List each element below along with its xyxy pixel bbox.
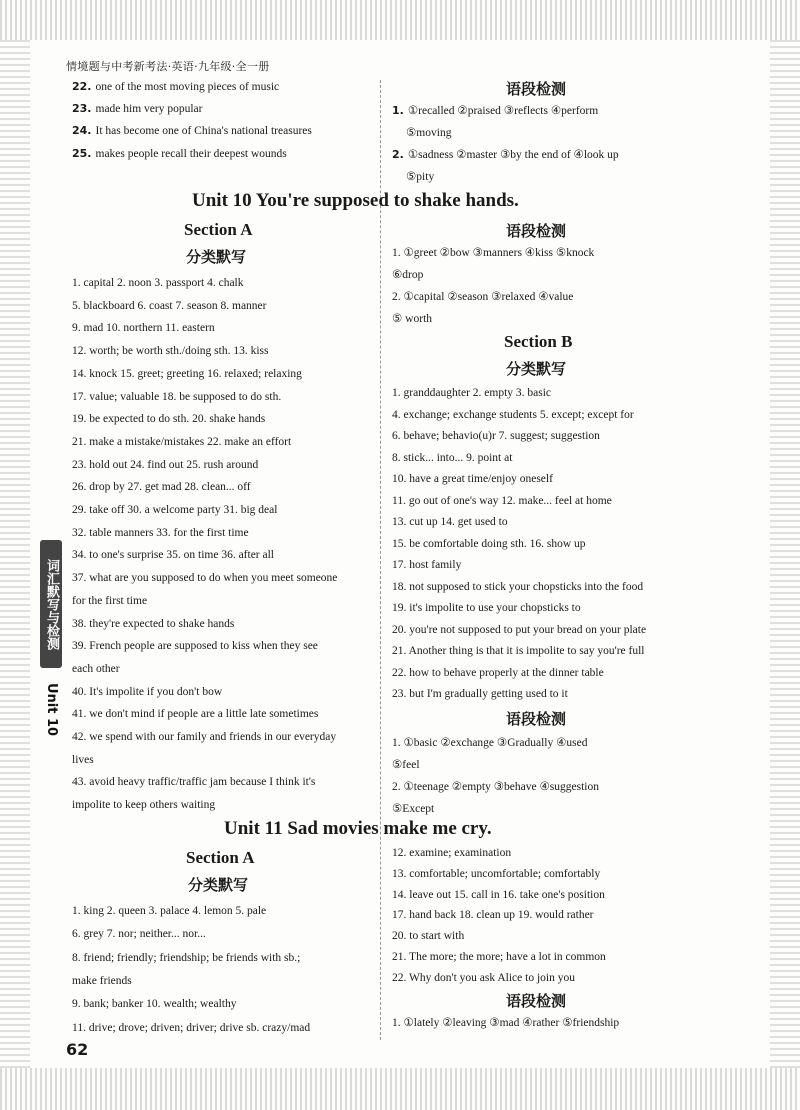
answer-line: 21. The more; the more; have a lot in common [392, 951, 606, 963]
answer-line: 43. avoid heavy traffic/traffic jam because I think it's [72, 776, 316, 789]
answer-line: ⑤feel [392, 759, 420, 771]
answer-line: 13. comfortable; uncomfortable; comfortably [392, 867, 601, 880]
answer-line: 14. leave out 15. call in 16. take one's position [392, 888, 605, 901]
page-header: 情境题与中考新考法·英语·九年级·全一册 [66, 60, 270, 73]
side-tab-unit: Unit 10 [44, 683, 59, 737]
side-tab-label: 词汇默写与检测 [40, 540, 62, 668]
answer-line: 23. but I'm gradually getting used to it [392, 688, 568, 700]
answer-line: 1. ①recalled ②praised ③reflects ④perform [392, 104, 599, 117]
answer-line: 20. to start with [392, 930, 465, 943]
answer-line: 40. It's impolite if you don't bow [72, 685, 223, 698]
answer-line: 17. value; valuable 18. be supposed to do sth. [72, 390, 282, 403]
section-heading: 语段检测 [506, 80, 567, 98]
answer-line: ⑥drop [392, 269, 424, 281]
answer-line: 12. examine; examination [392, 847, 512, 859]
answer-line: 29. take off 30. a welcome party 31. big deal [72, 504, 278, 516]
answer-line: 1. ①lately ②leaving ③mad ④rather ⑤friendship [392, 1017, 620, 1029]
section-heading: 语段检测 [506, 222, 567, 240]
answer-line: 22. one of the most moving pieces of music [72, 80, 280, 93]
answer-line: 1. king 2. queen 3. palace 4. lemon 5. pale [72, 905, 267, 917]
answer-line: 10. have a great time/enjoy oneself [392, 473, 553, 485]
answer-line: 13. cut up 14. get used to [392, 516, 508, 528]
answer-line: 34. to one's surprise 35. on time 36. after all [72, 549, 275, 562]
answer-line: ⑤pity [406, 171, 435, 183]
answer-line: 25. makes people recall their deepest wounds [72, 147, 287, 160]
answer-line: 6. grey 7. nor; neither... nor... [72, 928, 206, 941]
section-title: Section A [184, 220, 253, 239]
answer-line: 23. made him very popular [72, 102, 203, 115]
answer-line: ⑤ worth [392, 313, 433, 325]
answer-line: 22. how to behave properly at the dinner table [392, 666, 604, 679]
answer-line: 1. ①greet ②bow ③manners ④kiss ⑤knock [392, 247, 595, 259]
answer-line: lives [72, 753, 94, 766]
answer-line: each other [72, 662, 120, 675]
unit-title: Unit 10 You're supposed to shake hands. [192, 190, 519, 211]
answer-line: 4. exchange; exchange students 5. except; except for [392, 408, 634, 421]
answer-line: impolite to keep others waiting [72, 799, 216, 812]
unit-title: Unit 11 Sad movies make me cry. [224, 818, 492, 839]
scan-border-top [0, 0, 800, 40]
scan-border-right [770, 40, 800, 1068]
answer-line: 24. It has become one of China's national treasures [72, 124, 312, 137]
section-heading: 语段检测 [506, 710, 567, 728]
answer-line: 32. table manners 33. for the first time [72, 526, 249, 539]
section-title: Section A [186, 848, 255, 867]
answer-line: 1. ①basic ②exchange ③Gradually ④used [392, 737, 588, 749]
answer-line: 9. mad 10. northern 11. eastern [72, 322, 215, 335]
answer-line: 6. behave; behavio(u)r 7. suggest; suggestion [392, 430, 600, 442]
section-heading: 分类默写 [186, 248, 247, 266]
answer-line: 15. be comfortable doing sth. 16. show up [392, 537, 586, 550]
answer-line: 19. it's impolite to use your chopsticks to [392, 602, 581, 614]
answer-line: 21. make a mistake/mistakes 22. make an effort [72, 435, 292, 448]
answer-line: 2. ①capital ②season ③relaxed ④value [392, 291, 574, 303]
answer-line: make friends [72, 974, 132, 987]
answer-line: 8. friend; friendly; friendship; be friends with sb.; [72, 951, 301, 964]
scan-border-bottom [0, 1068, 800, 1110]
answer-line: 11. drive; drove; driven; driver; drive sb. crazy/mad [72, 1021, 311, 1034]
answer-line: 17. host family [392, 559, 462, 571]
scan-border-left [0, 40, 30, 1068]
page-number: 62 [66, 1040, 89, 1059]
answer-line: 20. you're not supposed to put your bread on your plate [392, 623, 647, 636]
answer-line: 1. granddaughter 2. empty 3. basic [392, 387, 552, 399]
answer-line: 12. worth; be worth sth./doing sth. 13. kiss [72, 345, 269, 358]
answer-line: 19. be expected to do sth. 20. shake hands [72, 413, 266, 426]
answer-line: 21. Another thing is that it is impolite to say you're full [392, 645, 645, 657]
section-title: Section B [504, 332, 573, 351]
answer-line: 5. blackboard 6. coast 7. season 8. manner [72, 299, 267, 312]
answer-line: 22. Why don't you ask Alice to join you [392, 971, 575, 984]
answer-line: 2. ①teenage ②empty ③behave ④suggestion [392, 781, 599, 793]
answer-line: 1. capital 2. noon 3. passport 4. chalk [72, 277, 244, 289]
answer-line: 41. we don't mind if people are a little late sometimes [72, 708, 319, 721]
column-divider [380, 80, 381, 1040]
answer-line: 37. what are you supposed to do when you meet someone [72, 572, 338, 585]
section-heading: 分类默写 [506, 360, 567, 378]
answer-line: 18. not supposed to stick your chopsticks into the food [392, 580, 644, 593]
answer-line: 14. knock 15. greet; greeting 16. relaxed; relaxing [72, 367, 302, 380]
answer-line: for the first time [72, 594, 148, 607]
answer-line: 42. we spend with our family and friends in our everyday [72, 731, 337, 743]
answer-line: ⑤moving [406, 127, 452, 139]
answer-line: 17. hand back 18. clean up 19. would rather [392, 909, 594, 922]
answer-line: 8. stick... into... 9. point at [392, 451, 513, 464]
answer-line: 2. ①sadness ②master ③by the end of ④look up [392, 148, 619, 161]
section-heading: 分类默写 [188, 876, 249, 894]
answer-line: 39. French people are supposed to kiss when they see [72, 640, 318, 653]
answer-line: 38. they're expected to shake hands [72, 617, 235, 630]
section-heading: 语段检测 [506, 992, 567, 1010]
answer-line: ⑤Except [392, 803, 435, 815]
answer-line: 11. go out of one's way 12. make... feel at home [392, 494, 612, 507]
answer-line: 9. bank; banker 10. wealth; wealthy [72, 998, 237, 1011]
answer-line: 26. drop by 27. get mad 28. clean... off [72, 481, 251, 494]
answer-line: 23. hold out 24. find out 25. rush around [72, 458, 259, 471]
